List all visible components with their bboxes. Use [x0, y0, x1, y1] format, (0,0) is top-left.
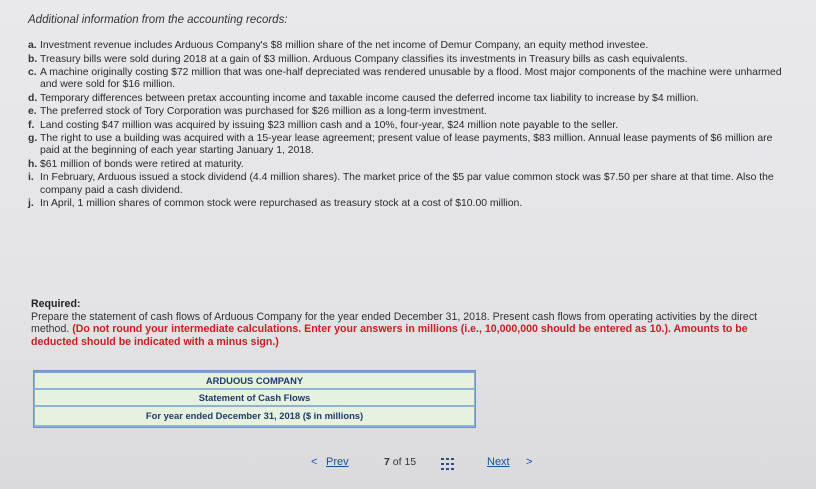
info-item-b [30, 54, 790, 66]
statement-title: Statement of Cash Flows [35, 390, 474, 405]
item-text: $61 million of bonds were retired at maturity. [40, 158, 244, 170]
statement-company-name: ARDUOUS COMPANY [35, 373, 474, 388]
info-item-g [30, 133, 790, 157]
item-letter: f. [28, 119, 35, 131]
info-item-j [30, 198, 790, 210]
page-position [384, 456, 416, 468]
page-current: 7 [384, 456, 390, 468]
item-letter: a. [28, 40, 37, 51]
item-text: Temporary differences between pretax accounting income and taxable income caused the deferred income tax liability to increase by $4 million. [40, 92, 699, 104]
required-title: Required: [31, 298, 81, 310]
info-item-e [30, 106, 790, 118]
item-text: In February, Arduous issued a stock dividend (4.4 million shares). The market price of the $5 par value common stock was $7.50 per share at that time. Also the company paid a cash dividend. [40, 172, 774, 196]
item-letter: d. [28, 92, 38, 104]
item-text: In April, 1 million shares of common stock were repurchased as treasury stock at a cost of $10.00 million. [40, 198, 523, 210]
statement-period: For year ended December 31, 2018 ($ in millions) [35, 407, 474, 425]
next-link[interactable]: Next [487, 456, 510, 468]
item-text: Treasury bills were sold during 2018 at a gain of $3 million. Arduous Company classifies its investments in Treasury bills as cash equivalents. [40, 53, 688, 65]
page-of: of [392, 456, 402, 468]
required-formatting-note: (Do not round your intermediate calculations. Enter your answers in millions (i.e., 10,000,000 should be entered as 10.). Amounts to be deducted should be indicated with a minus sign.) [31, 323, 748, 348]
info-item-h [30, 159, 790, 171]
required-section [31, 298, 791, 348]
info-item-f [30, 120, 790, 132]
page-total: 15 [404, 456, 417, 468]
additional-info-list [30, 40, 790, 212]
chevron-left-icon[interactable]: < [311, 456, 318, 468]
required-instructions: Prepare the statement of cash flows of Arduous Company for the year ended December 31, 2018. Present cash flows from operating activities by the direct method. [31, 310, 758, 336]
item-text: The preferred stock of Tory Corporation was purchased for $26 million as a long-term investment. [40, 106, 487, 118]
section-heading: Additional information from the accounting records: [28, 14, 288, 26]
info-item-c [30, 67, 790, 91]
item-text: A machine originally costing $72 million that was one-half depreciated was rendered unusable by a flood. Most major components of the machine were unharmed and were sold for $16 million. [40, 67, 782, 91]
item-text: Land costing $47 million was acquired by issuing $23 million cash and a 10%, four-year, $24 million note payable to the seller. [40, 119, 619, 131]
item-letter: e. [28, 106, 37, 118]
grid-menu-icon[interactable] [441, 458, 455, 470]
pagination-nav [0, 456, 816, 476]
item-letter: h. [28, 158, 38, 170]
chevron-right-icon[interactable]: > [526, 456, 533, 468]
item-letter: i. [28, 172, 34, 184]
item-letter: b. [28, 53, 38, 65]
item-text: The right to use a building was acquired with a 15-year lease agreement; present value of lease payments, $83 million. Annual lease payments of $6 million are paid at the beginning of each year starting January 1, 2018. [40, 133, 773, 157]
cash-flow-statement-header [33, 370, 476, 428]
info-item-i [30, 172, 790, 196]
item-letter: g. [28, 133, 38, 145]
info-item-d [30, 93, 790, 105]
item-letter: c. [28, 67, 37, 78]
info-item-a [30, 40, 790, 52]
item-text: Investment revenue includes Arduous Company's $8 million share of the net income of Demur Company, an equity method investee. [40, 40, 649, 51]
item-letter: j. [28, 198, 34, 210]
prev-link[interactable]: Prev [326, 456, 349, 468]
